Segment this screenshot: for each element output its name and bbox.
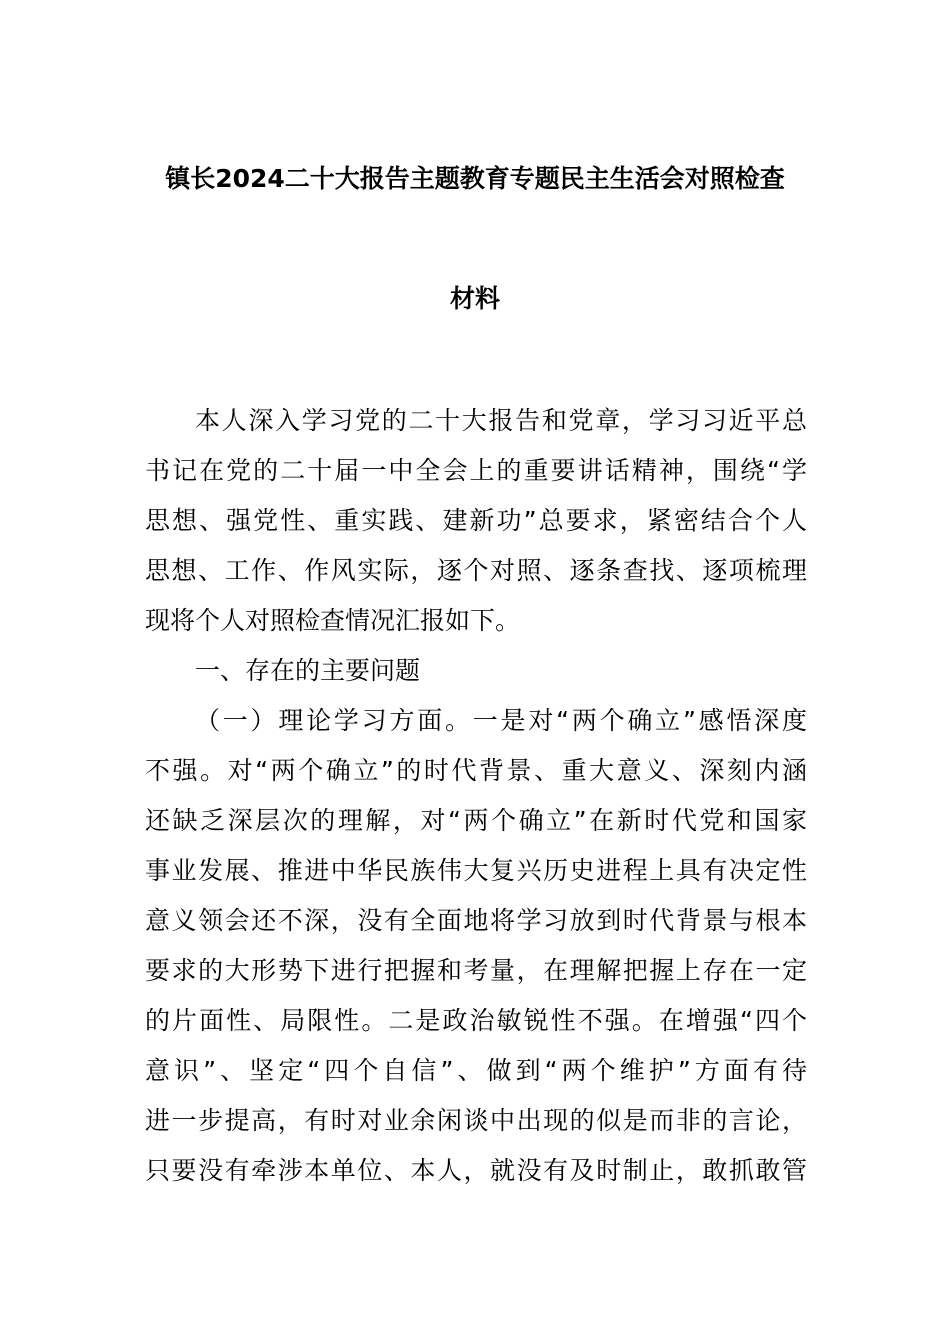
body-line: 只要没有牵涉本单位、本人，就没有及时制止，敢抓敢管: [145, 1156, 807, 1185]
body-line: 要求的大形势下进行把握和考量，在理解把握上存在一定: [145, 956, 807, 985]
body-line: 书记在党的二十届一中全会上的重要讲话精神，围绕“学: [145, 456, 807, 485]
section-heading: 一、存在的主要问题: [195, 656, 421, 685]
document-title-line-1: 镇长2024二十大报告主题教育专题民主生活会对照检查: [165, 164, 785, 193]
body-line: 思想、强党性、重实践、建新功”总要求，紧密结合个人: [145, 506, 807, 535]
body-line: 还缺乏深层次的理解，对“两个确立”在新时代党和国家: [145, 806, 807, 835]
body-line: 不强。对“两个确立”的时代背景、重大意义、深刻内涵: [145, 756, 807, 785]
body-line: 进一步提高，有时对业余闲谈中出现的似是而非的言论，: [145, 1106, 807, 1135]
body-line: 意识”、坚定“四个自信”、做到“两个维护”方面有待: [145, 1056, 807, 1085]
body-line: （一）理论学习方面。一是对“两个确立”感悟深度: [195, 706, 807, 735]
body-line: 的片面性、局限性。二是政治敏锐性不强。在增强“四个: [145, 1006, 807, 1035]
document-body: [145, 405, 807, 1205]
body-line: 意义领会还不深，没有全面地将学习放到时代背景与根本: [145, 906, 807, 935]
document-title-line-2: 材料: [449, 284, 500, 313]
body-line: 现将个人对照检查情况汇报如下。: [145, 606, 521, 635]
body-line: 思想、工作、作风实际，逐个对照、逐条查找、逐项梳理: [145, 556, 807, 585]
body-line: 本人深入学习党的二十大报告和党章，学习习近平总: [195, 406, 807, 435]
body-line: 事业发展、推进中华民族伟大复兴历史进程上具有决定性: [145, 856, 807, 885]
